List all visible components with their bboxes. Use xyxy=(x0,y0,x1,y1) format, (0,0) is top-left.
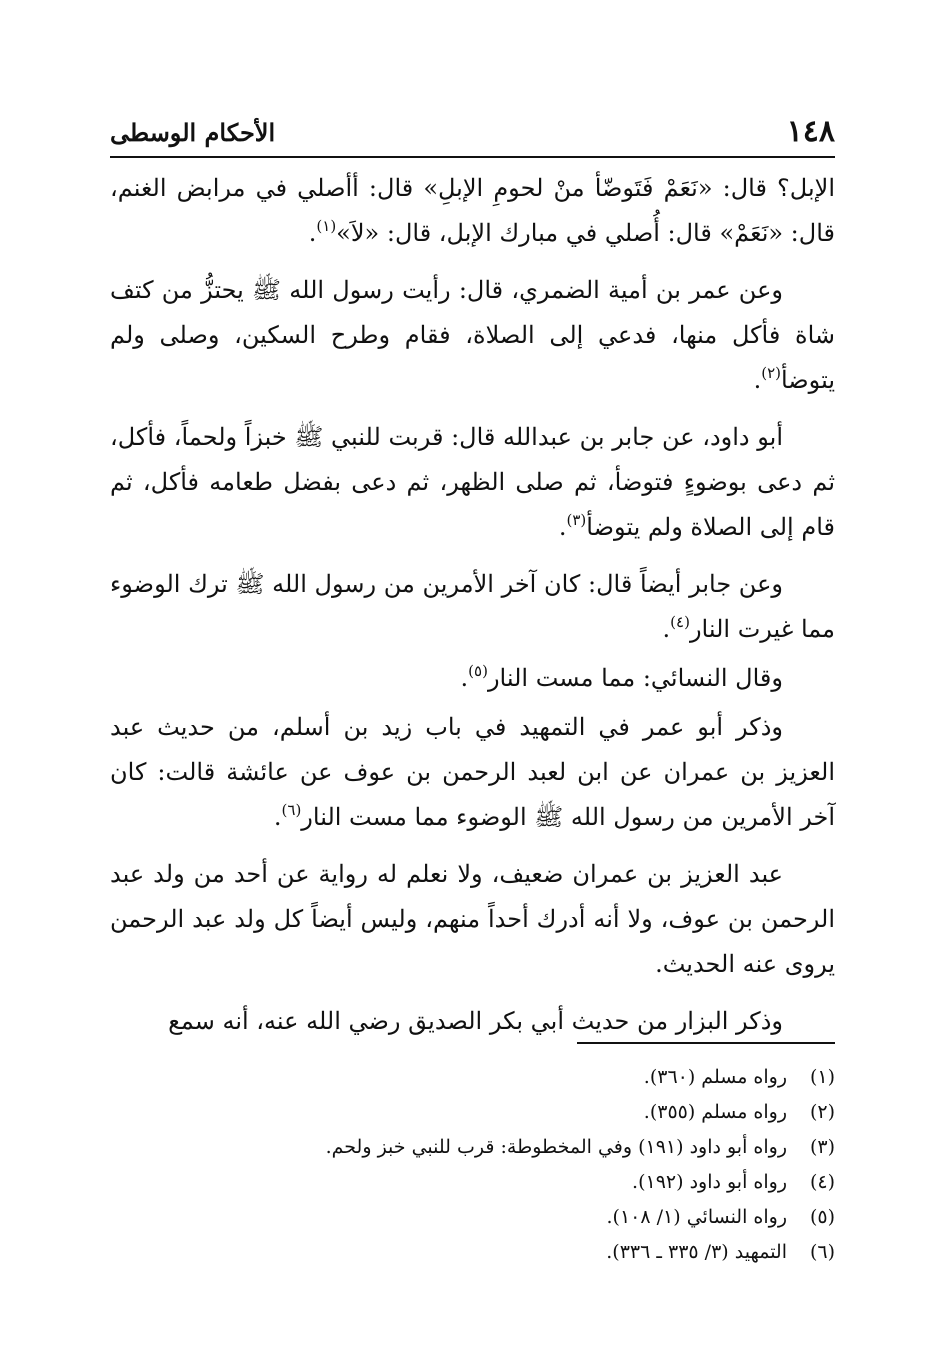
footnote-number: (٤) xyxy=(809,1171,835,1193)
footnote-separator xyxy=(577,1042,835,1044)
footnote-number: (٢) xyxy=(809,1101,835,1123)
footnote-marker: (٣) xyxy=(566,511,587,529)
footnote-marker: (٥) xyxy=(468,662,488,680)
footnote-text: رواه النسائي (١/ ١٠٨). xyxy=(606,1206,787,1228)
page-number: ١٤٨ xyxy=(786,114,835,149)
footnote xyxy=(110,1165,835,1200)
running-title: الأحكام الوسطى xyxy=(110,118,276,147)
paragraph: وعن عمر بن أمية الضمري، قال: رأيت رسول الله ﷺ يحتزُّ من كتف شاة فأكل منها، فدعي إلى الصلاة، فقام وطرح السكين، وصلى ولم يتوضأ$^{(٢)}$. xyxy=(110,276,835,394)
paragraph: وذكر أبو عمر في التمهيد في باب زيد بن أسلم، من حديث عبد العزيز بن عمران عن ابن لعبد الرحمن بن عوف عن عائشة قالت: كان آخر الأمرين من رسول الله ﷺ الوضوء مما مست النار$^{(٦)}$. xyxy=(110,713,835,831)
footnote-text: التمهيد (٣/ ٣٣٥ ـ ٣٣٦). xyxy=(606,1241,787,1263)
footnote-text: رواه مسلم (٣٦٠). xyxy=(643,1066,787,1088)
footnote xyxy=(110,1130,835,1165)
paragraph: وذكر البزار من حديث أبي بكر الصديق رضي الله عنه، أنه سمع xyxy=(168,1007,783,1035)
paragraph: وقال النسائي: مما مست النار$^{(٥)}$. xyxy=(460,662,783,692)
footnote-number: (٣) xyxy=(809,1136,835,1158)
footnote-text: رواه أبو داود (١٩٢). xyxy=(632,1171,787,1193)
paragraph: أبو داود، عن جابر بن عبدالله قال: قربت للنبي ﷺ خبزاً ولحماً، فأكل، ثم دعى بوضوءٍ فتوضأ، ثم صلى الظهر، ثم دعى بفضل طعامه فأكل، ثم قام إلى الصلاة ولم يتوضأ$^{(٣)}$. xyxy=(110,423,835,541)
footnote-number: (٦) xyxy=(809,1241,835,1263)
footnote xyxy=(110,1095,835,1130)
page-header xyxy=(110,104,835,158)
footnotes xyxy=(110,1060,835,1270)
footnote-number: (٥) xyxy=(809,1206,835,1228)
footnote-text: رواه مسلم (٣٥٥). xyxy=(643,1101,787,1123)
paragraph: عبد العزيز بن عمران ضعيف، ولا نعلم له رواية عن أحد من ولد عبد الرحمن بن عوف، ولا أنه أدرك أحداً منهم، وليس أيضاً كل ولد عبد الرحمن يروى عنه الحديث. xyxy=(110,860,835,978)
footnote-marker: (١) xyxy=(316,217,337,235)
footnote-marker: (٤) xyxy=(670,613,690,631)
footnote-marker: (٦) xyxy=(281,801,302,819)
footnote xyxy=(110,1235,835,1270)
footnote xyxy=(110,1060,835,1095)
main-text xyxy=(110,166,835,1056)
footnote xyxy=(110,1200,835,1235)
paragraph: الإبل؟ قال: «نَعَمْ فَتَوضّأ منْ لحومِ الإبلِ» قال: أأصلي في مرابض الغنم، قال: «نَعَمْ» قال: أُصلي في مبارك الإبل، قال: «لاَ»$^{(١)}$. xyxy=(110,174,835,247)
footnote-marker: (٢) xyxy=(761,364,781,382)
footnote-text: رواه أبو داود (١٩١) وفي المخطوطة: قرب للنبي خبز ولحم. xyxy=(325,1136,787,1158)
footnote-number: (١) xyxy=(809,1066,835,1088)
paragraph: وعن جابر أيضاً قال: كان آخر الأمرين من رسول الله ﷺ ترك الوضوء مما غيرت النار$^{(٤)}$. xyxy=(110,570,835,643)
